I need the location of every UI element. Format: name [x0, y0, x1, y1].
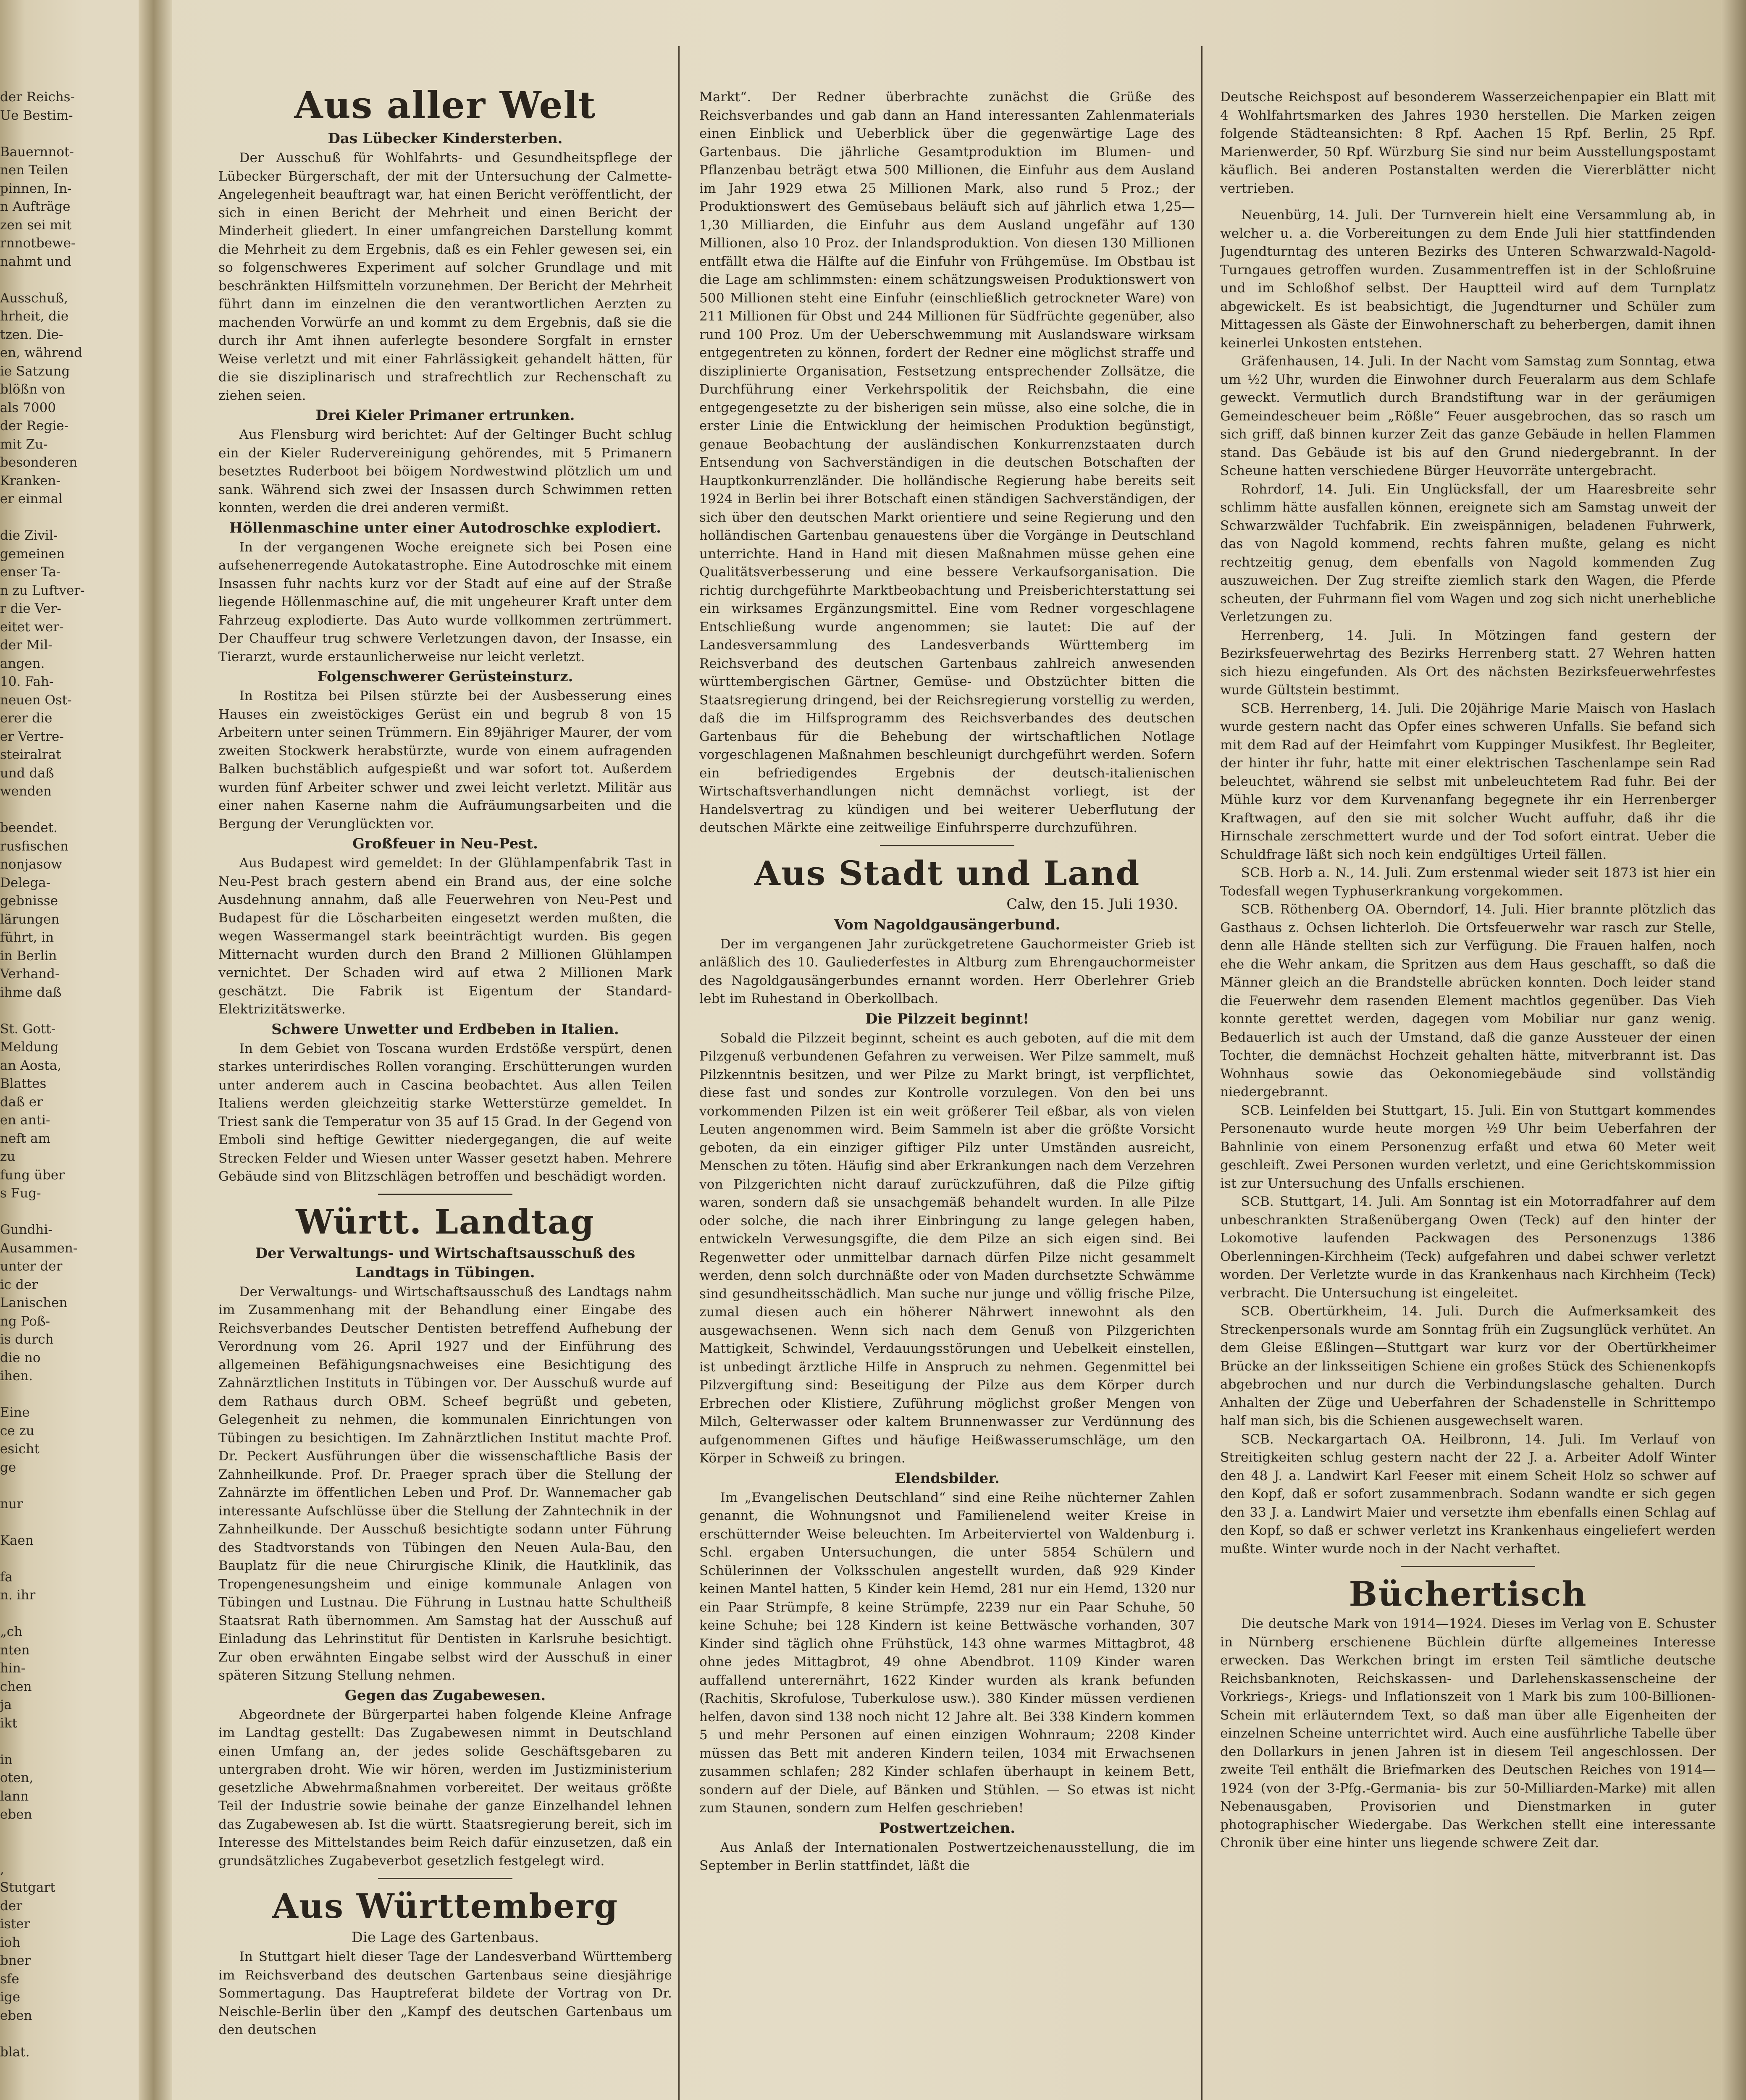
fragment-line: nonjasow [0, 857, 62, 872]
fragment-line [0, 1550, 139, 1568]
article-heading: Die Lage des Gartenbaus. [351, 1929, 539, 1946]
fragment-line: fa [0, 1569, 13, 1585]
fragment-line: Meldung [0, 1040, 59, 1055]
fragment-line: angen. [0, 656, 45, 671]
fragment-line: Bauernnot- [0, 144, 74, 160]
fragment-line: ja [0, 1697, 12, 1712]
fragment-line: zu [0, 1149, 16, 1164]
column-2 [699, 88, 1195, 2100]
fragment-line: unter der [0, 1259, 63, 1274]
fragment-line: eben [0, 1807, 32, 1822]
fragment-line: an Aosta, [0, 1058, 62, 1073]
fragment-line: bner [0, 1953, 31, 1968]
fragment-line: ister [0, 1916, 30, 1932]
fragment-line: nahmt und [0, 254, 71, 269]
fragment-line: rusfischen [0, 838, 68, 854]
article-heading: Das Lübecker Kindersterben. [328, 130, 563, 147]
fragment-line: daß er [0, 1094, 43, 1110]
fragment-line: chen [0, 1679, 32, 1694]
local-news-item: SCB. Horb a. N., 14. Juli. Zum erstenmal wieder seit 1873 ist hier ein Todesfall wegen Typhuserkrankung vorgekommen. [1220, 865, 1716, 899]
article-heading: Höllenmaschine unter einer Autodroschke explodiert. [229, 519, 662, 536]
fragment-line: ic der [0, 1277, 38, 1292]
local-news-item: Herrenberg, 14. Juli. In Mötzingen fand gestern der Bezirksfeuerwehrtag des Bezirks Herrenberg statt. 27 Wehren hatten sich hiezu eingefunden. Als Ort des nächsten Bezirksfeuerwehrfestes wurde Gültstein bestimmt. [1220, 627, 1716, 698]
fragment-line: ge [0, 1460, 16, 1475]
fragment-line: nen Teilen [0, 163, 68, 178]
fragment-line: der [0, 1898, 23, 1914]
column-rule-2 [1201, 46, 1203, 2100]
fragment-line: gebnisse [0, 893, 58, 908]
section-title-aus-stadt-und-land: Aus Stadt und Land [754, 853, 1140, 893]
fragment-line: is durch [0, 1332, 54, 1347]
page-edge [1721, 0, 1746, 2100]
fragment-line: nten [0, 1642, 30, 1658]
fragment-line [0, 1002, 139, 1020]
fragment-line: erer die [0, 711, 53, 726]
fragment-line: sfe [0, 1971, 19, 1987]
fragment-line [0, 1732, 139, 1751]
fragment-line: blößn von [0, 382, 66, 397]
article-heading: Folgenschwerer Gerüsteinsturz. [317, 668, 573, 685]
fragment-line: hrheit, die [0, 309, 69, 324]
fragment-line: wenden [0, 784, 52, 799]
fragment-line: ie Satzung [0, 363, 70, 379]
fragment-line: nur [0, 1496, 23, 1512]
fragment-line [0, 1477, 139, 1495]
column-rule-1 [678, 46, 680, 2100]
fragment-line [0, 801, 139, 819]
fragment-line: Ausschuß, [0, 290, 68, 306]
article-paragraph: Markt“. Der Redner überbrachte zunächst die Grüße des Reichsverbandes und gab dann an Hand interessanten Zahlenmaterials einen Einblick und Ueberblick über die gegenwärtige Lage des Gartenbaus. Die jährliche Gesamtproduktion im Blumen- und Pflanzenbau beträgt etwa 500 Millionen, die Einfuhr aus dem Ausland im Jahr 1929 etwa 25 Millionen Mark, also rund 5 Proz.; der Produktionswert des Gemüsebaus beläuft sich auf jährlich etwa 1,25—1,30 Milliarden, die Einfuhr aus dem Ausland ungefähr auf 130 Millionen, also 10 Proz. der Inlandsproduktion. Von diesen 130 Millionen entfällt etwa die Hälfte auf die Einfuhr von Frühgemüse. Im Obstbau ist die Lage am schlimmsten: einem schätzungsweisen Produktionswert von 500 Millionen steht eine Einfuhr (einschließlich getrockneter Ware) von 211 Millionen für Obst und 244 Millionen für Südfrüchte gegenüber, also rund 100 Proz. Um der Ueberschwemmung mit Auslandsware wirksam entgegentreten zu können, fordert der Redner eine möglichst straffe und disziplinierte Organisation, Festsetzung entsprechender Zollsätze, die Durchführung einer Verkehrspolitik der Reichsbahn, die eine entgegengesetzte zu der bisherigen sein müsse, also eine solche, die in erster Linie die Entwicklung der heimischen Produktion begünstigt, genaue Beobachtung der ausländischen Konkurrenzstaaten durch Entsendung von Sachverständigen in die deutschen Botschaften der Hauptkonkurrenzländer. Die holländische Regierung habe bereits seit 1924 in Berlin bei ihrer Botschaft einen ständigen Sachverständigen, der sich über den deutschen Markt orientiere und seine Regierung und den holländischen Gartenbau genauestens über die Vorgänge in Deutschland unterrichte. Hand in Hand mit diesen Maßnahmen müsse gehen eine Qualitätsverbesserung und eine bessere Verkaufsorganisation. Die richtig durchgeführte Marktbeobachtung und Preisberichterstattung sei ein wirksames Ergänzungsmittel. Eine vom Redner vorgeschlagene Entschließung wurde angenommen; sie lautet: Die auf der Landesversammlung des Landesverbands Württemberg im Reichsverband des deutschen Gartenbaus zahlreich anwesenden württembergischen Gärtner, Gemüse- und Obstzüchter bitten die Staatsregierung dringend, bei der Reichsregierung vorstellig zu werden, daß die im Hilfsprogramm des Reichsverbandes des deutschen Gartenbaus für die Behebung der wirtschaftlichen Notlage vorgeschlagenen Maßnahmen beschleunigt durchgeführt werden. Sofern ein befriedigendes Ergebnis der deutsch-italienischen Wirtschaftsverhandlungen nicht demnächst vorliegt, ist der Handelsvertrag zu kündigen und bei weiterer Ueberflutung der deutschen Märkte eine zeitweilige Einfuhrsperre durchzuführen. [699, 89, 1195, 835]
fragment-line [0, 1605, 139, 1623]
fragment-line: eben [0, 2008, 32, 2023]
fragment-line: eitet wer- [0, 619, 64, 635]
fragment-line: die Zivil- [0, 528, 58, 543]
fragment-line: Blattes [0, 1076, 47, 1091]
fragment-line: ige [0, 1990, 21, 2005]
fragment-line: , [0, 1861, 4, 1877]
fragment-line: pinnen, In- [0, 181, 72, 196]
fragment-line: und daß [0, 765, 54, 781]
article-paragraph: In Stuttgart hielt dieser Tage der Landesverband Württemberg im Reichsverband des deutschen Gartenbaus seine diesjährige Sommertagung. Das Hauptreferat bildete der Vortrag von Dr. Neischle-Berlin über den „Kampf des deutschen Gartenbaus um den deutschen [218, 1949, 672, 2037]
fragment-line: in [0, 1752, 13, 1767]
article-heading: Gegen das Zugabewesen. [344, 1687, 546, 1704]
fragment-line: ng Poß- [0, 1313, 50, 1329]
fragment-line: steiralrat [0, 747, 61, 762]
fragment-line: Eine [0, 1405, 30, 1420]
local-news-item: Gräfenhausen, 14. Juli. In der Nacht vom Samstag zum Sonntag, etwa um ½2 Uhr, wurden die Einwohner durch Feueralarm aus dem Schlafe geweckt. Vermutlich durch Brandstiftung war in der geräumigen Gemeindescheuer beim „Rößle“ Feuer ausgebrochen, das so rasch um sich griff, daß binnen kurzer Zeit das ganze Gebäude in hellen Flammen stand. Das Gebäude ist bis auf den Grund niedergebrannt. In der Scheune hatten verschiedene Bürger Heuvorräte untergebracht. [1220, 354, 1716, 478]
fragment-line: als 7000 [0, 400, 56, 415]
article-heading: Postwertzeichen. [879, 1819, 1016, 1837]
separator-rule [1401, 1566, 1535, 1567]
fragment-line: in Berlin [0, 948, 57, 963]
fragment-line: er einmal [0, 491, 63, 507]
fragment-line: enser Ta- [0, 564, 61, 580]
fragment-line [0, 1513, 139, 1532]
article-paragraph: Aus Flensburg wird berichtet: Auf der Geltinger Bucht schlug ein der Kieler Rudervereinigung gehörendes, mit 5 Primanern besetztes Ruderboot bei böigem Nordwestwind plötzlich um und sank. Während sich zwei der Insassen durch Schwimmen retten konnten, werden die drei anderen vermißt. [218, 427, 672, 515]
fragment-line: oten, [0, 1770, 34, 1785]
fragment-line: der Mil- [0, 638, 53, 653]
article-paragraph: Im „Evangelischen Deutschland“ sind eine Reihe nüchterner Zahlen genannt, die Wohnungsnot und Familienelend weiter Kreise in erschütternder Weise beleuchten. Im Arbeiterviertel von Waldenburg i. Schl. ergaben Untersuchungen, die unter 5854 Schülern und Schülerinnen der Volksschulen angestellt wurden, daß 929 Kinder keinen Mantel hatten, 5 Kinder kein Hemd, 281 nur ein Hemd, 1320 nur ein Paar Strümpfe, 8 keine Strümpfe, 2239 nur ein Paar Schuhe, 50 keine Schuhe; bei 128 Kindern ist keine Bettwäsche vorhanden, 307 Kinder sind täglich ohne Frühstück, 143 ohne warmes Mittagbrot, 48 ohne jedes Mittagbrot, 49 ohne Abendbrot. 1109 Kinder waren auffallend unterernährt, 1622 Kinder wurden als krank befunden (Rachitis, Skrofulose, Tuberkulose usw.). 380 Kinder müssen verdienen helfen, davon sind 138 noch nicht 12 Jahre alt. Bei 338 Kindern kommen 5 und mehr Personen auf einen einzigen Wohnraum; 2208 Kinder müssen das Bett mit anderen Kindern teilen, 1034 mit Erwachsenen zusammen schlafen; 282 Kinder schlafen überhaupt in keinem Bett, sondern auf der Diele, auf Bänken und Stühlen. — So etwas ist nicht zum Staunen, sondern zum Helfen geschrieben! [699, 1490, 1195, 1816]
fragment-line: fung über [0, 1167, 65, 1183]
fragment-line: ce zu [0, 1423, 34, 1438]
fragment-line: ioh [0, 1935, 21, 1950]
article-paragraph: In der vergangenen Woche ereignete sich bei Posen eine aufsehenerregende Autokatastrophe. Eine Autodroschke mit einem Insassen fuhr nachts kurz vor der Stadt auf eine auf der Straße liegende Höllenmaschine auf, die mit ungeheurer Kraft unter dem Fahrzeug explodierte. Das Auto wurde vollkommen zertrümmert. Der Chauffeur trug schwere Verletzungen davon, der Insasse, ein Tierarzt, wurde erstaunlicherweise nur leicht verletzt. [218, 539, 672, 664]
fragment-line: lann [0, 1788, 29, 1804]
local-news-item: Rohrdorf, 14. Juli. Ein Unglücksfall, der um Haaresbreite sehr schlimm hätte ausfallen können, ereignete sich am Samstag unweit der Schwarzwälder Tuchfabrik. Ein zweispännigen, beladenen Fuhrwerk, das von Nagold kommend, rechts fahren mußte, gelang es nicht rechtzeitig genug, dem ebenfalls von Nagold kommenden Zug auszuweichen. Der Zug streifte ziemlich stark den Wagen, die Pferde scheuten, der Fuhrmann fiel vom Wagen und zog sich nicht unerhebliche Verletzungen zu. [1220, 481, 1716, 625]
fragment-line [0, 1386, 139, 1404]
section-title-landtag: Württ. Landtag [296, 1202, 595, 1242]
fragment-line [0, 1842, 139, 1861]
article-heading: Die Pilzzeit beginnt! [865, 1010, 1029, 1027]
fragment-line: r die Ver- [0, 601, 61, 616]
fragment-line: s Fug- [0, 1186, 41, 1201]
article-paragraph: Abgeordnete der Bürgerpartei haben folgende Kleine Anfrage im Landtag gestellt: Das Zugabewesen nimmt in Deutschland einen Umfang an, der jedes solide Geschäftsgebaren zu untergraben droht. Wie wir hören, werden im Justizministerium gesetzliche Abwehrmaßnahmen vorbereitet. Der weitaus größte Teil der Industrie sowie beinahe der ganze Einzelhandel lehnen das Zugabewesen ab. Ist die württ. Staatsregierung bereit, sich im Interesse des Mittelstandes beim Reich dafür einzusetzen, daß ein grundsätzliches Zugabeverbot gesetzlich festgelegt wird. [218, 1707, 672, 1869]
local-news-item: SCB. Obertürkheim, 14. Juli. Durch die Aufmerksamkeit des Streckenpersonals wurde am Sonntag früh ein Zugsunglück verhütet. An dem Gleise Eßlingen—Stuttgart war kurz vor der Obertürkheimer Brücke an der linksseitigen Schiene ein großes Stück des Schienenkopfs abgebrochen und nur durch die Verbindungslasche gehalten. Durch Anhalten der Züge und Ueberfahren der Schadenstelle in Schrittempo half man sich, bis die Schienen ausgewechselt waren. [1220, 1304, 1716, 1428]
fragment-line [0, 509, 139, 527]
column-3 [1220, 88, 1716, 2100]
fragment-line: Lanischen [0, 1295, 68, 1310]
fragment-line: neft am [0, 1131, 50, 1146]
article-paragraph: Die deutsche Mark von 1914—1924. Dieses im Verlag von E. Schuster in Nürnberg erschienene Büchlein dürfte allgemeines Interesse erwecken. Das Werkchen bringt im ersten Teil sämtliche deutsche Reichsbanknoten, Reichskassen- und Darlehenskassenscheine der Vorkriegs-, Kriegs- und Inflationszeit von 1 Mark bis zum 100-Billionen-Schein mit erläuterndem Text, so daß man über alle Eigenheiten der einzelnen Scheine unterrichtet wird. Auch eine ausführliche Tabelle über den Dollarkurs in jenen Jahren ist in diesem Teil angeschlossen. Der zweite Teil enthält die Briefmarken des Deutschen Reiches von 1914—1924 (von der 3-Pfg.-Germania- bis zur 50-Milliarden-Marke) mit allen Nebenausgaben, Provisorien und Dienstmarken in guter photographischer Wiedergabe. Das Werkchen stellt eine interessante Chronik über eine hinter uns liegende schwere Zeit dar. [1220, 1616, 1716, 1851]
fragment-line: hin- [0, 1661, 26, 1676]
article-heading: Schwere Unwetter und Erdbeben in Italien. [271, 1021, 619, 1038]
separator-rule [378, 1194, 512, 1195]
fragment-line: blat. [0, 2044, 30, 2060]
article-paragraph: Deutsche Reichspost auf besonderem Wasserzeichenpapier ein Blatt mit 4 Wohlfahrtsmarken des Jahres 1930 herstellen. Die Marken zeigen folgende Städteansichten: 8 Rpf. Aachen 15 Rpf. Berlin, 25 Rpf. Marienwerder, 50 Rpf. Würzburg Sie sind nur beim Ausstellungspostamt käuflich. Bei anderen Postanstalten werden die Viererblätter nicht vertrieben. [1220, 89, 1716, 196]
article-paragraph: In Rostitza bei Pilsen stürzte bei der Ausbesserung eines Hauses ein zweistöckiges Gerüst ein und begrub 8 von 15 Arbeitern unter seinen Trümmern. Ein 89jähriger Maurer, der vom zweiten Stockwerk herabstürzte, wurde von einem aufragenden Balken buchstäblich aufgespießt und war sofort tot. Außerdem wurden fünf Arbeiter schwer und zwei leicht verletzt. Militär aus einer nahen Kaserne nahm die Aufräumungsarbeiten und die Bergung der Verunglückten vor. [218, 688, 672, 832]
local-news-item: SCB. Stuttgart, 14. Juli. Am Sonntag ist ein Motorradfahrer auf dem unbeschrankten Straßenübergang Owen (Teck) auf den hinter der Lokomotive laufenden Packwagen des Personenzugs 1386 Oberlenningen-Kirchheim (Teck) aufgefahren und dabei schwer verletzt worden. Der Verletzte wurde in das Krankenhaus nach Kirchheim (Teck) verbracht. Die Untersuchung ist eingeleitet. [1220, 1194, 1716, 1301]
fragment-line: Delega- [0, 875, 51, 890]
fragment-line: führt, in [0, 930, 54, 945]
fragment-line: St. Gott- [0, 1021, 56, 1037]
article-paragraph: Der im vergangenen Jahr zurückgetretene Gauchormeister Grieb ist anläßlich des 10. Gauliederfestes in Altburg zum Ehrengauchormeister des Nagoldgausängerbundes ernannt worden. Herr Oberlehrer Grieb lebt im Ruhestand in Oberkollbach. [699, 936, 1195, 1006]
article-heading: Drei Kieler Primaner ertrunken. [315, 407, 575, 424]
fragment-line: ihme daß [0, 984, 62, 1000]
section-title-aus-aller-welt: Aus aller Welt [294, 83, 596, 127]
section-title-buechertisch: Büchertisch [1349, 1574, 1587, 1614]
fragment-line: beendet. [0, 820, 58, 835]
local-news-item: SCB. Herrenberg, 14. Juli. Die 20jährige Marie Maisch von Haslach wurde gestern nacht das Opfer eines schweren Unfalls. Sie befand sich mit dem Rad auf der Heimfahrt vom Kuppinger Musikfest. Ihr Begleiter, der hinter ihr fuhr, hatte mit einer elektrischen Taschenlampe sein Rad beleuchtet, während sie selbst mit unbeleuchtetem Rad fuhr. Bei der Mühle kurz vor dem Kurvenanfang begegnete ihr ein Herrenberger Kraftwagen, auf den sie mit solcher Wucht auffuhr, daß ihr die Hirnschale zerschmettert wurde und der Tod sofort eintrat. Ueber die Schuldfrage läßt sich noch kein endgültiges Urteil fällen. [1220, 701, 1716, 862]
article-heading: Der Verwaltungs- und Wirtschaftsausschuß des Landtags in Tübingen. [255, 1244, 635, 1281]
dateline: Calw, den 15. Juli 1930. [1006, 895, 1178, 913]
article-paragraph: Aus Anlaß der Internationalen Postwertzeichenausstellung, die im September in Berlin stattfindet, läßt die [699, 1840, 1195, 1873]
fragment-line: gemeinen [0, 546, 65, 562]
fragment-line [0, 271, 139, 289]
article-paragraph: Sobald die Pilzzeit beginnt, scheint es auch geboten, auf die mit dem Pilzgenuß verbundenen Gefahren zu verweisen. Wer Pilze sammelt, muß Pilzkenntnis besitzen, und wer Pilze zu Markt bringt, ist verpflichtet, diese fast und sondes zur Kontrolle vorzulegen. Von den bei uns vorkommenden Pilzen ist ein weit größerer Teil eßbar, als von vielen Leuten angenommen wird. Beim Sammeln ist aber die größte Vorsicht geboten, da ein einziger giftiger Pilz unter Umständen ausreicht, Menschen zu töten. Häufig sind aber Erkrankungen nach dem Verzehren von Pilzgerichten nicht darauf zurückzuführen, daß die Pilze giftig waren, sondern daß sie unsachgemäß behandelt wurden. In alle Pilze oder solche, die nach ihrer Einbringung zu lange gelegen haben, entwickeln Verwesungsgifte, die dem Pilze an sich eigen sind. Bei Regenwetter oder unmittelbar darnach dürfen Pilze nicht gesammelt werden, denn solch durchnäßte oder von Maden durchsetzte Schwämme sind gesundheitsschädlich. Man suche nur junge und völlig frische Pilze, zumal diesen auch ein höherer Nährwert innewohnt als den ausgewachsenen. Wenn sich nach dem Genuß von Pilzgerichten Mattigkeit, Schwindel, Verdauungsstörungen und Uebelkeit einstellen, ist unbedingt ärztliche Hilfe in Anspruch zu nehmen. Gegenmittel bei Pilzvergiftung sind: Beseitigung der Pilze aus dem Körper durch Erbrechen oder Klistiere, Zuführung möglichst großer Mengen von Milch, Gelterwasser oder kaltem Brunnenwasser zur Verdünnung des aufgenommenen Giftes und häufige Heißwasserumschläge, um den Körper in Schweiß zu bringen. [699, 1030, 1195, 1466]
fragment-line [0, 125, 139, 143]
previous-page-column [0, 88, 139, 2100]
separator-rule [378, 1878, 512, 1879]
fragment-line: Ausammen- [0, 1240, 78, 1256]
article-paragraph: Der Verwaltungs- und Wirtschaftsausschuß des Landtags nahm im Zusammenhang mit der Behandlung einer Eingabe des Reichsverbandes Deutscher Dentisten betreffend Aufhebung der Verordnung vom 26. April 1927 und der Einführung des allgemeinen Befähigungsnachweises eine Besichtigung des Zahnärztlichen Instituts in Tübingen vor. Der Ausschuß wurde auf dem Rathaus durch OBM. Scheef begrüßt und gebeten, Gelegenheit zu nehmen, die kommunalen Einrichtungen von Tübingen zu besichtigen. Im Zahnärztlichen Institut machte Prof. Dr. Peckert Ausführungen über die wissenschaftliche Basis der Zahnheilkunde. Prof. Dr. Praeger sprach über die Stellung der Zahnärzte im öffentlichen Leben und Prof. Dr. Wannemacher gab interessante Aufschlüsse über die Stellung der Zahntechnik in der Zahnheilkunde. Der Ausschuß besichtigte sodann unter Führung des Stadtvorstands von Tübingen den Neuen Aula-Bau, den Bauplatz für die neue Chirurgische Klinik, die Hautklinik, das Tropengenesungsheim und einige kommunale Anlagen von Tübingen und Lustnau. Die Führung in Lustnau hatte Schultheiß Staatsrat Rath übernommen. Am Samstag hat der Ausschuß auf Einladung das Lehrinstitut für Dentisten in Karlsruhe besichtigt. Zur oben erwähnten Eingabe selbst wird der Ausschuß in einer späteren Sitzung Stellung nehmen. [218, 1284, 672, 1683]
article-heading: Großfeuer in Neu-Pest. [352, 835, 538, 852]
local-news-item: Neuenbürg, 14. Juli. Der Turnverein hielt eine Versammlung ab, in welcher u. a. die Vorbereitungen zu dem Ende Juli hier stattfindenden Jugendturntag des unteren Bezirks des Unteren Schwarzwald-Nagold-Turngaues getroffen wurden. Zusammentreffen ist in der Schloßruine und im Schloßhof selbst. Der Hauptteil wird auf dem Turnplatz abgewickelt. Es ist beabsichtigt, die Jugendturner und Schüler zum Mittagessen als Gäste der Einwohnerschaft zu beherbergen, damit ihnen keinerlei Unkosten entstehen. [1220, 207, 1716, 351]
page-fold [139, 0, 172, 2100]
fragment-line: n. ihr [0, 1588, 36, 1603]
fragment-line: Stutgart [0, 1880, 55, 1895]
local-news-item: SCB. Röthenberg OA. Oberndorf, 14. Juli. Hier brannte plötzlich das Gasthaus z. Ochsen lichterloh. Die Ortsfeuerwehr war rasch zur Stelle, denn alle Hände stellten sich zur Verfügung. Die Frauen halfen, noch ehe die Wehr ankam, die Spritzen aus dem Haus geschafft, so daß die Männer gleich an die Brandstelle abrücken konnten. Doch leider stand die Feuerwehr dem rasenden Element machtlos gegenüber. Das Vieh konnte gerettet werden, dagegen vom Mobiliar nur ganz wenig. Bedauerlich ist auch der Umstand, daß die ganze Aussteuer der einen Tochter, die demnächst Hochzeit gehalten hätte, mitverbrannt ist. Das Wohnhaus sowie das Oekonomiegebäude sind vollständig niedergebrannt. [1220, 902, 1716, 1100]
column-1 [218, 82, 672, 2100]
fragment-line: der Reichs- [0, 89, 75, 105]
fragment-line: n Aufträge [0, 199, 71, 214]
fragment-line: ikt [0, 1715, 18, 1731]
fragment-line: mit Zu- [0, 436, 48, 452]
fragment-line: zen sei mit [0, 217, 72, 233]
fragment-line: en, während [0, 345, 82, 360]
fragment-line: der Regie- [0, 418, 69, 433]
article-paragraph: In dem Gebiet von Toscana wurden Erdstöße verspürt, denen starkes unterirdisches Rollen voranging. Erschütterungen wurden unter anderem auch in Cascina beobachtet. Aus allen Teilen Italiens werden gleichzeitig starke Wetterstürze gemeldet. In Triest sank die Temperatur von 35 auf 15 Grad. In der Gegend von Emboli sind heftige Gewitter niedergegangen, die auf weite Strecken Felder und Wiesen unter Wasser gesetzt haben. Mehrere Gebäude sind von Blitzschlägen betroffen und beschädigt worden. [218, 1041, 672, 1184]
fragment-line: lärungen [0, 911, 60, 927]
fragment-line: neuen Ost- [0, 692, 72, 708]
article-heading: Vom Nagoldgausängerbund. [834, 916, 1061, 933]
local-news-item: SCB. Neckargartach OA. Heilbronn, 14. Juli. Im Verlauf von Streitigkeiten schlug gestern nacht der 22 J. a. Arbeiter Adolf Winter den 48 J. a. Landwirt Karl Feeser mit einem Scheit Holz so schwer auf den Kopf, daß er sofort zusammenbrach. Sodann wandte er sich gegen den 33 J. a. Landwirt Maier und versetzte ihm ebenfalls einen Schlag auf den Kopf, so daß er schwer verletzt ins Krankenhaus eingeliefert werden mußte. Winter wurde noch in der Nacht verhaftet. [1220, 1431, 1716, 1557]
article-paragraph: Aus Budapest wird gemeldet: In der Glühlampenfabrik Tast in Neu-Pest brach gestern abend ein Brand aus, der eine solche Ausdehnung annahm, daß alle Feuerwehren von Neu-Pest und Budapest für die Löscharbeiten eingesetzt werden mußten, die wegen Wassermangel stark beeinträchtigt wurden. Bis gegen Mitternacht wurden durch den Brand 2 Millionen Glühlampen vernichtet. Der Schaden wird auf etwa 2 Millionen Mark geschätzt. Die Fabrik ist Eigentum der Standard-Elektrizitätswerke. [218, 856, 672, 1017]
fragment-line: Gundhi- [0, 1222, 53, 1237]
fragment-line: Verhand- [0, 966, 60, 982]
fragment-line: besonderen [0, 455, 78, 470]
fragment-line [0, 1824, 139, 1843]
fragment-line [0, 1203, 139, 1221]
fragment-line: 10. Fah- [0, 674, 54, 689]
section-title-aus-wuerttemberg: Aus Württemberg [272, 1886, 619, 1926]
article-heading: Elendsbilder. [895, 1470, 1000, 1487]
fragment-line: tzen. Die- [0, 327, 63, 342]
fragment-line [0, 2025, 139, 2043]
fragment-line: ihen. [0, 1368, 33, 1383]
fragment-line: rnnotbewe- [0, 236, 76, 251]
fragment-line: en anti- [0, 1113, 50, 1128]
fragment-line: Ue Bestim- [0, 108, 73, 123]
fragment-line: n zu Luftver- [0, 583, 85, 598]
fragment-line: „ch [0, 1624, 23, 1639]
fragment-line: er Vertre- [0, 729, 64, 744]
fragment-line: Kranken- [0, 473, 60, 488]
fragment-line: esicht [0, 1441, 39, 1457]
fragment-line: Kaen [0, 1533, 34, 1548]
fragment-line: die no [0, 1350, 41, 1365]
separator-rule [880, 845, 1014, 846]
article-paragraph: Der Ausschuß für Wohlfahrts- und Gesundheitspflege der Lübecker Bürgerschaft, der mit der Untersuchung der Calmette-Angelegenheit beauftragt war, hat einen Bericht veröffentlicht, der sich in einen Bericht der Mehrheit und einen Bericht der Minderheit gliedert. In einer umfangreichen Darstellung kommt die Mehrheit zu dem Ergebnis, daß es ein Fehler gewesen sei, ein so folgenschweres Experiment auf solcher Grundlage und mit beschränkten Hilfsmitteln vorzunehmen. Der Bericht der Mehrheit führt dann im einzelnen die den verantwortlichen Aerzten zu machenden Vorwürfe an und kommt zu dem Ergebnis, daß sie die durch ihr Amt ihnen auferlegte besondere Sorgfalt in ernster Weise verletzt und mit einer Fahrlässigkeit gehandelt hätten, für die sie disziplinarisch und strafrechtlich zur Rechenschaft zu ziehen seien. [218, 150, 672, 403]
local-news-item: SCB. Leinfelden bei Stuttgart, 15. Juli. Ein von Stuttgart kommendes Personenauto wurde heute morgen ½9 Uhr beim Ueberfahren der Bahnlinie von einem Personenzug erfaßt und etwa 60 Meter weit geschleift. Zwei Personen wurden verletzt, und eine Gerichtskommission ist zur Untersuchung des Unfalls erschienen. [1220, 1102, 1716, 1191]
